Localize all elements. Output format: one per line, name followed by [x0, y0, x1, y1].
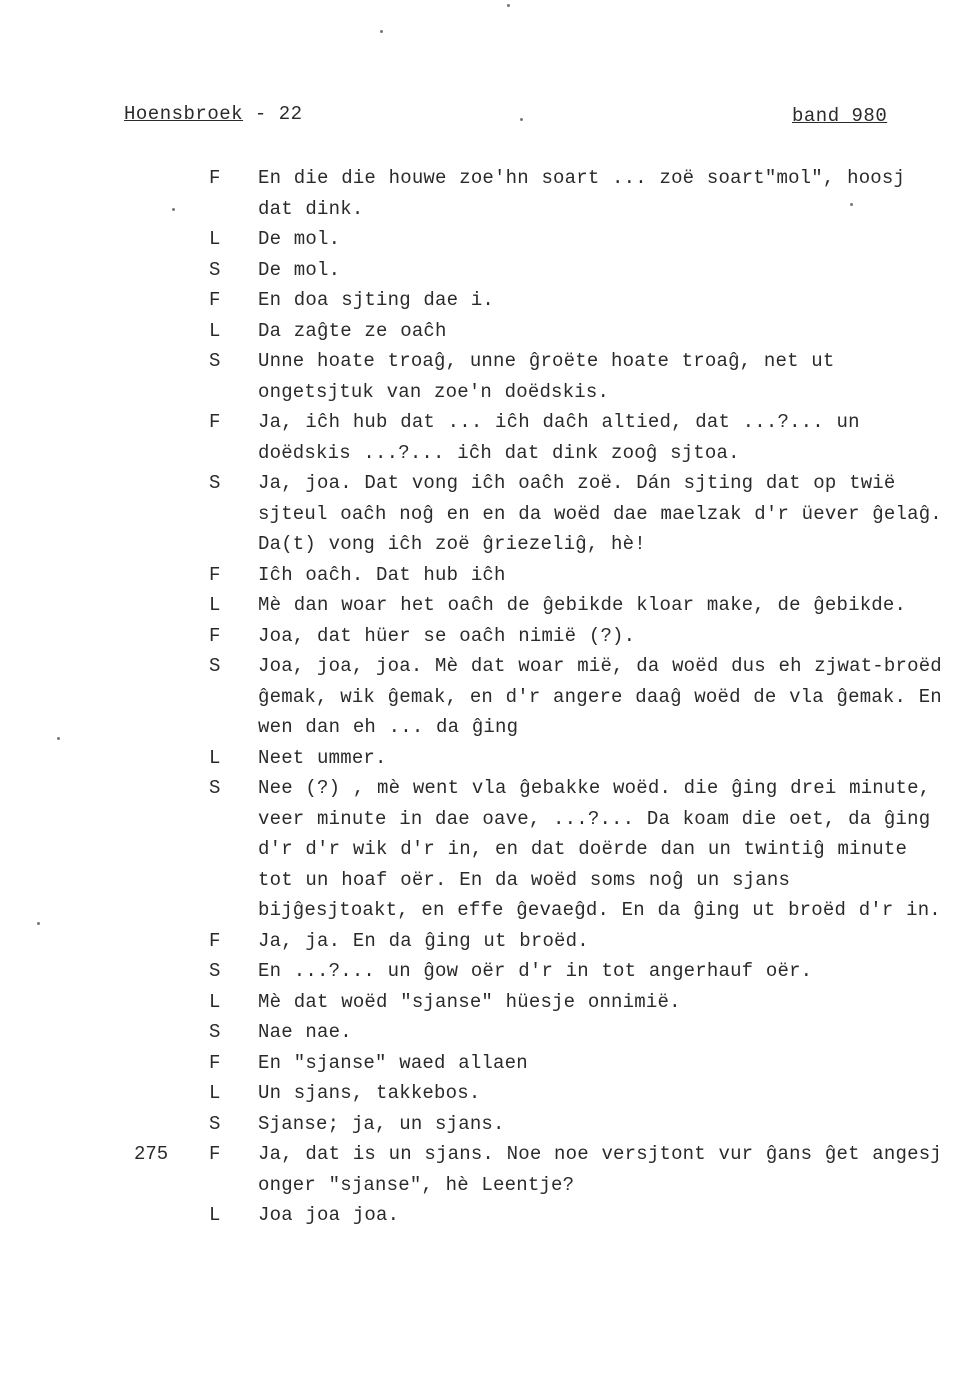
transcript-turn	[0, 651, 973, 743]
utterance-text: Joa, joa, joa. Mè dat woar mië, da woëd dus eh zjwat-broëd ĝemak, wik ĝemak, en d'r angere daaĝ woëd de vla ĝemak. En wen dan eh ... da ĝing	[258, 655, 942, 738]
utterance-text: Un sjans, takkebos.	[258, 1082, 481, 1104]
scan-speck	[380, 30, 383, 33]
scan-speck	[172, 208, 175, 211]
transcript-turn	[0, 468, 973, 560]
place-name: Hoensbroek	[124, 103, 244, 125]
speaker-label: L	[209, 594, 221, 616]
transcript-turn	[0, 1017, 973, 1048]
transcript-turn	[0, 926, 973, 957]
transcript-turn	[0, 987, 973, 1018]
transcript-turn	[0, 743, 973, 774]
speaker-label: L	[209, 1082, 221, 1104]
utterance-text: Ja, joa. Dat vong iĉh oaĉh zoë. Dán sjting dat op twië sjteul oaĉh noĝ en en da woëd dae maelzak d'r üever ĝelaĝ. Da(t) vong iĉh zoë ĝriezeliĝ, hè!	[258, 472, 942, 555]
speaker-label: F	[209, 563, 221, 586]
header-separator: -	[243, 103, 279, 125]
utterance-text: De mol.	[258, 258, 341, 281]
utterance-text: De mol.	[258, 228, 341, 250]
speaker-label: F	[209, 289, 221, 311]
utterance-text: Joa joa joa.	[258, 1204, 400, 1226]
scan-speck	[507, 4, 510, 7]
speaker-label: F	[209, 1143, 221, 1165]
speaker-label: F	[209, 1051, 221, 1074]
utterance-text: Iĉh oaĉh. Dat hub iĉh	[258, 563, 506, 586]
utterance-text: Mè dan woar het oaĉh de ĝebikde kloar make, de ĝebikde.	[258, 594, 907, 616]
speaker-label: F	[209, 411, 221, 433]
transcript-turn	[0, 224, 973, 255]
utterance-text: Mè dat woëd "sjanse" hüesje onnimië.	[258, 990, 681, 1013]
speaker-label: L	[209, 228, 221, 250]
utterance-text: Sjanse; ja, un sjans.	[258, 1112, 505, 1135]
speaker-label: S	[209, 472, 221, 494]
scan-speck	[520, 118, 523, 121]
transcript-turn	[0, 1078, 973, 1109]
utterance-text: Da zaĝte ze oaĉh	[258, 319, 447, 342]
speaker-label: F	[209, 929, 221, 952]
speaker-label: S	[209, 350, 221, 372]
page-header-left	[124, 103, 303, 125]
utterance-text: Neet ummer.	[258, 746, 387, 769]
scan-speck	[37, 922, 40, 925]
transcript-turn	[0, 285, 973, 316]
utterance-text: Ja, iĉh hub dat ... iĉh daĉh altied, dat ...?... un doëdskis ...?... iĉh dat dink zooĝ sjtoa.	[258, 411, 860, 464]
utterance-text: Ja, dat is un sjans. Noe noe versjtont vur ĝans ĝet angesj onger "sjanse", hè Leentje?	[258, 1143, 942, 1196]
transcript	[0, 163, 973, 1231]
utterance-text: En doa sjting dae i.	[258, 289, 495, 311]
transcript-turn	[0, 1139, 973, 1200]
transcript-turn	[0, 560, 973, 591]
transcript-turn	[0, 407, 973, 468]
utterance-text: En die die houwe zoe'hn soart ... zoë soart"mol", hoosj dat dink.	[258, 167, 906, 220]
page-number: 22	[278, 103, 303, 125]
utterance-text: En "sjanse" waed allaen	[258, 1051, 528, 1074]
utterance-text: Ja, ja. En da ĝing ut broëd.	[258, 929, 589, 952]
speaker-label: S	[209, 1112, 221, 1135]
speaker-label: S	[209, 258, 221, 281]
band-label: band 980	[792, 105, 888, 127]
speaker-label: L	[209, 319, 221, 342]
transcript-turn	[0, 1200, 973, 1231]
utterance-text: Nae nae.	[258, 1021, 352, 1043]
utterance-text: En ...?... un ĝow oër d'r in tot angerhauf oër.	[258, 960, 813, 982]
transcript-turn	[0, 255, 973, 286]
utterance-text: Nee (?) , mè went vla ĝebakke woëd. die ĝing drei minute, veer minute in dae oave, ...?... Da koam die oet, da ĝing d'r d'r wik d'r in, en dat doërde dan un twintiĝ minute tot un hoaf oër. En da woëd soms noĝ un sjans bijĝesjtoakt, en effe ĝevaeĝd. En da ĝing ut broëd d'r in.	[258, 777, 941, 921]
transcript-turn	[0, 621, 973, 652]
speaker-label: L	[209, 746, 221, 769]
speaker-label: F	[209, 167, 221, 189]
transcript-turn	[0, 590, 973, 621]
utterance-text: Joa, dat hüer se oaĉh nimië (?).	[258, 624, 636, 647]
speaker-label: L	[209, 1204, 221, 1226]
margin-line-number: 275	[134, 1143, 169, 1165]
transcript-turn	[0, 956, 973, 987]
speaker-label: S	[209, 960, 221, 982]
utterance-text: Unne hoate troaĝ, unne ĝroëte hoate troaĝ, net ut ongetsjtuk van zoe'n doëdskis.	[258, 350, 835, 403]
transcript-turn	[0, 316, 973, 347]
transcript-turn	[0, 1109, 973, 1140]
transcript-turn	[0, 346, 973, 407]
speaker-label: S	[209, 655, 221, 677]
speaker-label: L	[209, 990, 221, 1013]
speaker-label: S	[209, 777, 221, 799]
scan-speck	[57, 737, 60, 740]
transcript-turn	[0, 773, 973, 926]
transcript-turn	[0, 163, 973, 224]
scan-speck	[850, 203, 853, 206]
speaker-label: S	[209, 1021, 221, 1043]
transcript-turn	[0, 1048, 973, 1079]
speaker-label: F	[209, 624, 221, 647]
